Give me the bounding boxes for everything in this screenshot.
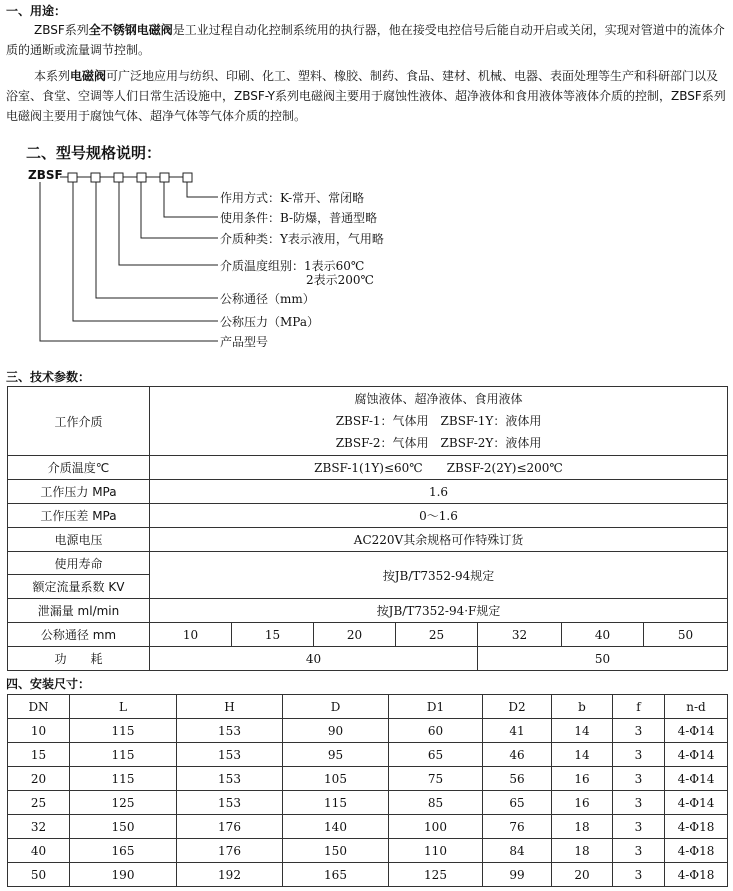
install-cell: 84 <box>483 839 552 863</box>
medium-label: 工作介质 <box>8 387 150 456</box>
install-cell: 60 <box>389 719 483 743</box>
table-row <box>8 767 728 791</box>
dn-label: 公称通径 mm <box>8 623 150 647</box>
dn-value: 20 <box>314 623 396 647</box>
install-cell: 3 <box>613 719 665 743</box>
install-header-cell: n-d <box>665 695 728 719</box>
install-cell: 176 <box>177 815 283 839</box>
install-cell: 4-Φ18 <box>665 863 728 887</box>
dn-value: 32 <box>478 623 562 647</box>
power-label: 功 耗 <box>8 647 150 671</box>
install-cell: 32 <box>8 815 70 839</box>
install-cell: 153 <box>177 719 283 743</box>
install-header-cell: D2 <box>483 695 552 719</box>
table-row <box>8 791 728 815</box>
usage-p2-c: 可广泛地应用与纺织、印刷、化工、塑料、橡胶、制药、食品、建材、机械、电器、表面处理等生产和科研部门以及浴室、食堂、空调等人们日常生活设施中，ZBSF-Y系列电磁阀主要用于腐蚀性液体、超净液体和食用液体等液体介质的控制，ZBSF系列电磁阀主要用于腐蚀气体、超净气体等气体介质的控制。 <box>6 69 726 123</box>
install-cell: 115 <box>70 743 177 767</box>
install-cell: 3 <box>613 743 665 767</box>
usage-p2-b: 电磁阀 <box>70 69 107 83</box>
install-cell: 115 <box>70 767 177 791</box>
install-cell: 40 <box>8 839 70 863</box>
table-row <box>8 839 728 863</box>
install-cell: 4-Φ18 <box>665 839 728 863</box>
install-cell: 153 <box>177 743 283 767</box>
install-cell: 18 <box>552 839 613 863</box>
install-cell: 165 <box>70 839 177 863</box>
usage-p2-a: 本系列 <box>34 69 71 83</box>
install-cell: 15 <box>8 743 70 767</box>
usage-p1-b: 全不锈钢电磁阀 <box>88 23 173 37</box>
install-cell: 14 <box>552 719 613 743</box>
install-header-cell: D <box>283 695 389 719</box>
row-voltage <box>8 528 728 552</box>
install-header-cell: H <box>177 695 283 719</box>
install-cell: 50 <box>8 863 70 887</box>
tech-params-table <box>7 386 728 671</box>
section-title-install: 四、安装尺寸： <box>6 677 91 691</box>
row-temp <box>8 456 728 480</box>
model-diagram-lines <box>0 165 733 355</box>
model-label-condition: 使用条件：B-防爆，普通型略 <box>220 211 378 225</box>
medium-value <box>150 387 728 456</box>
install-cell: 16 <box>552 767 613 791</box>
install-cell: 56 <box>483 767 552 791</box>
table-row <box>8 815 728 839</box>
install-cell: 4-Φ14 <box>665 767 728 791</box>
install-cell: 3 <box>613 791 665 815</box>
install-cell: 46 <box>483 743 552 767</box>
section-title-usage: 一、用途： <box>6 4 67 18</box>
install-cell: 105 <box>283 767 389 791</box>
dn-value: 40 <box>562 623 644 647</box>
model-label-product: 产品型号 <box>220 335 269 349</box>
dn-value: 10 <box>150 623 232 647</box>
install-header-cell: D1 <box>389 695 483 719</box>
install-cell: 41 <box>483 719 552 743</box>
install-cell: 76 <box>483 815 552 839</box>
install-header-cell: f <box>613 695 665 719</box>
usage-p1-c: 是工业过程自动化控制系统用的执行器，他在接受电控信号后能自动开启或关闭，实现对管道中的流体介质的通断或流量调节控制。 <box>6 23 725 57</box>
model-label-medium: 介质种类：Y表示液用，气用略 <box>220 232 384 246</box>
install-cell: 192 <box>177 863 283 887</box>
life-flow-value: 按JB/T7352-94规定 <box>150 552 728 599</box>
install-cell: 85 <box>389 791 483 815</box>
row-medium <box>8 387 728 456</box>
leak-value: 按JB/T7352-94·F规定 <box>150 599 728 623</box>
install-cell: 18 <box>552 815 613 839</box>
row-dn <box>8 623 728 647</box>
install-cell: 3 <box>613 767 665 791</box>
install-header-row <box>8 695 728 719</box>
row-leak <box>8 599 728 623</box>
install-cell: 3 <box>613 815 665 839</box>
install-cell: 99 <box>483 863 552 887</box>
install-cell: 95 <box>283 743 389 767</box>
section-title-tech: 三、技术参数： <box>6 370 91 384</box>
usage-p1-a: ZBSF系列 <box>34 23 89 37</box>
install-cell: 125 <box>70 791 177 815</box>
model-diagram <box>0 165 733 355</box>
temp-label: 介质温度℃ <box>8 456 150 480</box>
install-cell: 3 <box>613 839 665 863</box>
dn-value: 50 <box>644 623 728 647</box>
install-cell: 140 <box>283 815 389 839</box>
diff-label: 工作压差 MPa <box>8 504 150 528</box>
install-cell: 90 <box>283 719 389 743</box>
install-cell: 150 <box>283 839 389 863</box>
model-prefix: ZBSF <box>28 168 63 182</box>
table-row <box>8 743 728 767</box>
install-cell: 10 <box>8 719 70 743</box>
install-cell: 176 <box>177 839 283 863</box>
usage-paragraph-2 <box>6 66 728 126</box>
install-header-cell: b <box>552 695 613 719</box>
install-cell: 20 <box>552 863 613 887</box>
section-title-model: 二、型号规格说明： <box>26 144 162 162</box>
install-cell: 153 <box>177 791 283 815</box>
voltage-value: AC220V其余规格可作特殊订货 <box>150 528 728 552</box>
install-cell: 65 <box>389 743 483 767</box>
model-label-dn: 公称通径（mm） <box>220 292 315 306</box>
medium-line-1: 腐蚀液体、超净液体、食用液体 <box>354 392 523 406</box>
install-cell: 190 <box>70 863 177 887</box>
install-cell: 3 <box>613 863 665 887</box>
row-power <box>8 647 728 671</box>
install-cell: 110 <box>389 839 483 863</box>
pressure-label: 工作压力 MPa <box>8 480 150 504</box>
table-row <box>8 863 728 887</box>
install-cell: 4-Φ18 <box>665 815 728 839</box>
install-header-cell: DN <box>8 695 70 719</box>
voltage-label: 电源电压 <box>8 528 150 552</box>
model-label-action: 作用方式：K-常开、常闭略 <box>220 191 365 205</box>
model-label-temp-2: 2表示200℃ <box>306 273 374 287</box>
dn-value: 15 <box>232 623 314 647</box>
install-cell: 4-Φ14 <box>665 719 728 743</box>
table-row <box>8 719 728 743</box>
usage-paragraph-1 <box>6 20 728 60</box>
model-label-temp: 介质温度组别：1表示60℃ <box>220 259 365 273</box>
install-cell: 16 <box>552 791 613 815</box>
row-pressure <box>8 480 728 504</box>
install-cell: 75 <box>389 767 483 791</box>
row-life <box>8 552 728 575</box>
install-cell: 25 <box>8 791 70 815</box>
temp-value: ZBSF-1(1Y)≤60℃ ZBSF-2(2Y)≤200℃ <box>150 456 728 480</box>
install-cell: 100 <box>389 815 483 839</box>
diff-value: 0～1.6 <box>150 504 728 528</box>
install-cell: 165 <box>283 863 389 887</box>
install-size-table <box>7 694 728 887</box>
power-value-a: 40 <box>150 647 478 671</box>
install-cell: 65 <box>483 791 552 815</box>
install-cell: 115 <box>283 791 389 815</box>
row-diff <box>8 504 728 528</box>
flow-label: 额定流量系数 KV <box>8 575 150 599</box>
install-cell: 14 <box>552 743 613 767</box>
dn-value: 25 <box>396 623 478 647</box>
pressure-value: 1.6 <box>150 480 728 504</box>
leak-label: 泄漏量 ml/min <box>8 599 150 623</box>
install-header-cell: L <box>70 695 177 719</box>
power-value-b: 50 <box>478 647 728 671</box>
medium-line-2: ZBSF-1：气体用 ZBSF-1Y：液体用 <box>335 414 542 428</box>
install-cell: 4-Φ14 <box>665 791 728 815</box>
install-cell: 153 <box>177 767 283 791</box>
model-label-pn: 公称压力（MPa） <box>220 315 319 329</box>
install-cell: 125 <box>389 863 483 887</box>
install-cell: 20 <box>8 767 70 791</box>
install-cell: 150 <box>70 815 177 839</box>
medium-line-3: ZBSF-2：气体用 ZBSF-2Y：液体用 <box>335 436 542 450</box>
life-label: 使用寿命 <box>8 552 150 575</box>
install-cell: 4-Φ14 <box>665 743 728 767</box>
install-cell: 115 <box>70 719 177 743</box>
